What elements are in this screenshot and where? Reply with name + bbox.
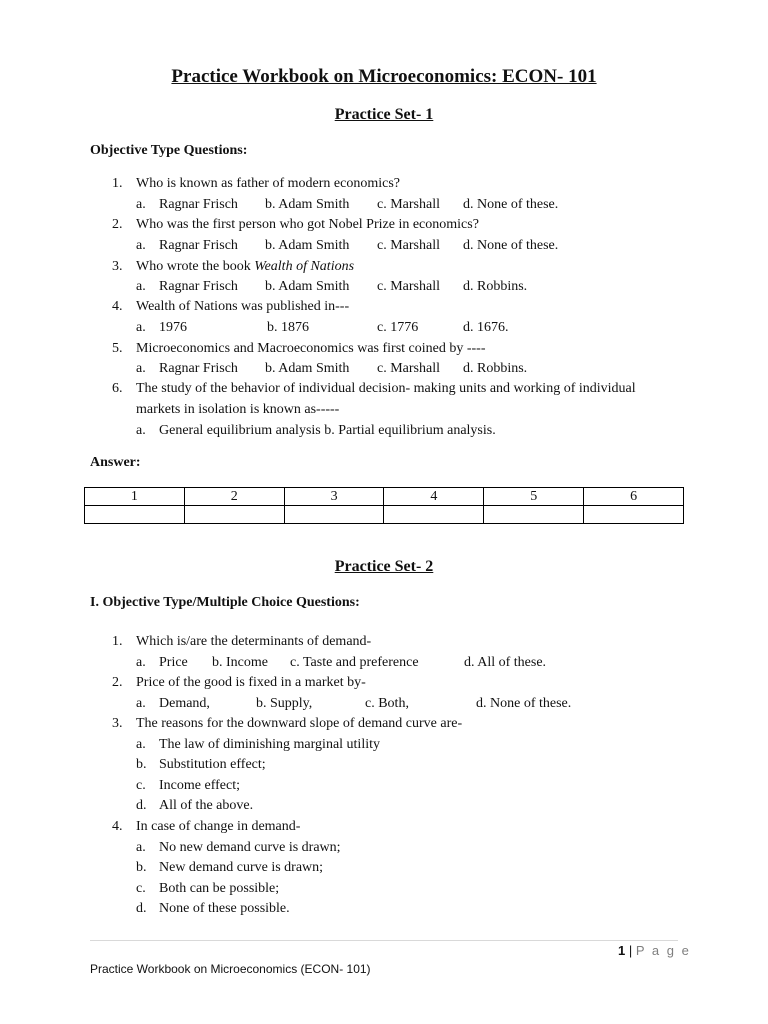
answer-header-cell: 5 [484,488,584,506]
answer-blank-cell [184,506,284,524]
set1-title: Practice Set- 1 [334,106,434,123]
answer-blank-cell [384,506,484,524]
answer-table [84,487,684,524]
answer-blank-cell [484,506,584,524]
answer-header-cell: 2 [184,488,284,506]
answer-header-cell: 1 [85,488,185,506]
footer-text: Practice Workbook on Microeconomics (ECON- 101) [90,962,371,976]
page-number: 1 | P a g e [618,943,691,958]
answer-label: Answer: [90,455,141,470]
answer-blank-cell [284,506,384,524]
page-title: Practice Workbook on Microeconomics: ECON- 101 [171,66,597,87]
answer-table-header-row [85,488,684,506]
answer-header-cell: 3 [284,488,384,506]
set2-section-heading: I. Objective Type/Multiple Choice Questions: [90,595,360,610]
set1-section-heading: Objective Type Questions: [90,143,248,158]
footer-divider [90,940,678,941]
set2-title: Practice Set- 2 [334,558,434,575]
answer-header-cell: 4 [384,488,484,506]
answer-blank-cell [584,506,684,524]
answer-blank-cell [85,506,185,524]
answer-table-blank-row [85,506,684,524]
answer-header-cell: 6 [584,488,684,506]
